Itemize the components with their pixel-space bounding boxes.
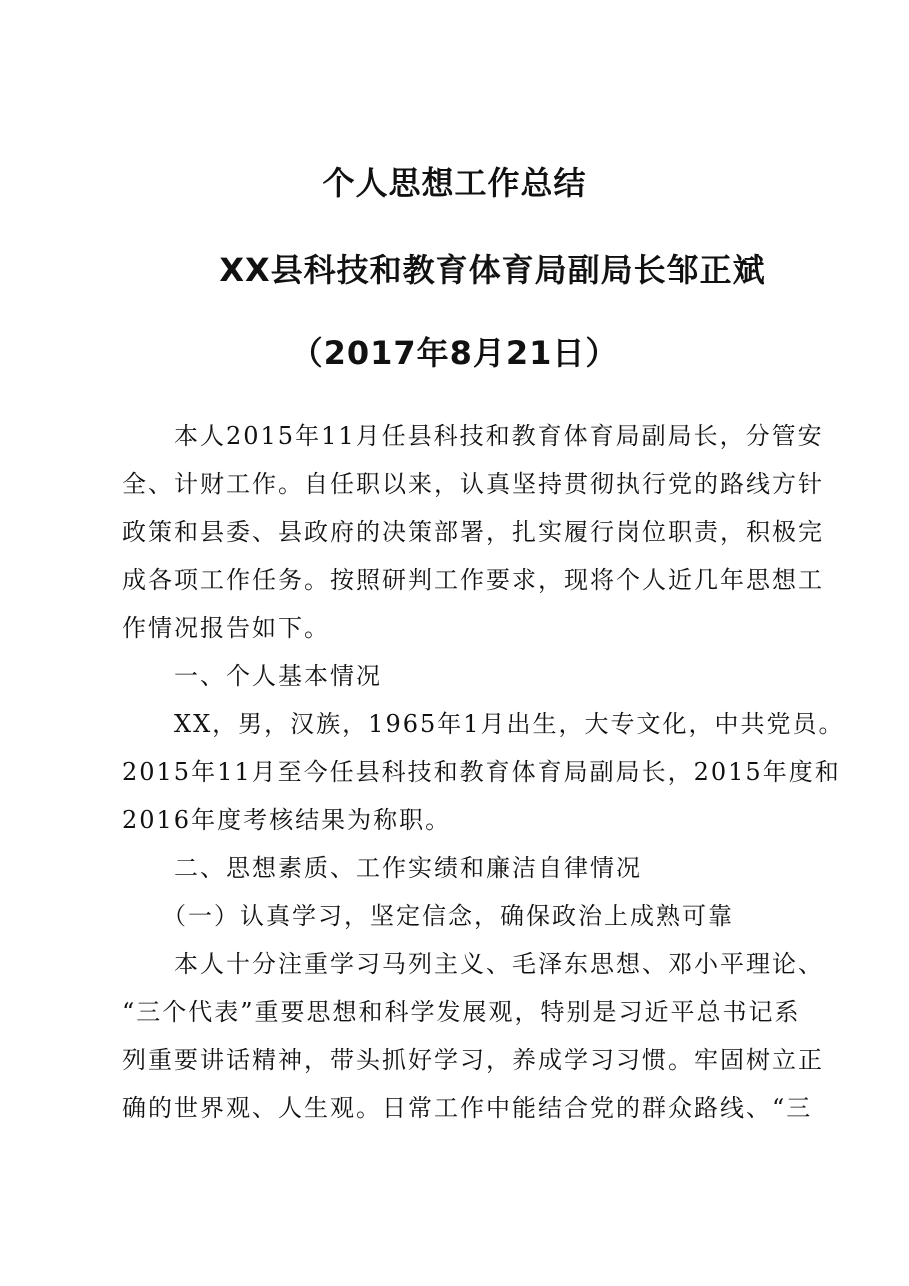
body-line: 列重要讲话精神，带头抓好学习，养成学习习惯。牢固树立正 (122, 1046, 824, 1074)
body-line: 作情况报告如下。 (122, 614, 330, 642)
body-line: “三个代表”重要思想和科学发展观，特别是习近平总书记系 (122, 998, 801, 1026)
document-title: 个人思想工作总结 (322, 164, 587, 202)
body-line: 本人2015年11月任县科技和教育体育局副局长，分管安 (122, 422, 824, 450)
section-heading: 二、思想素质、工作实绩和廉洁自律情况 (122, 854, 642, 882)
body-line: 政策和县委、县政府的决策部署，扎实履行岗位职责，积极完 (122, 518, 824, 546)
document-date: （2017年8月21日） (290, 334, 619, 372)
body-line: 2016年度考核结果为称职。 (122, 806, 452, 834)
body-line: 2015年11月至今任县科技和教育体育局副局长，2015年度和 (122, 758, 841, 786)
document-subtitle: XX县科技和教育体育局副局长邹正斌 (219, 251, 766, 289)
body-line: 成各项工作任务。按照研判工作要求，现将个人近几年思想工 (122, 566, 824, 594)
body-line: 确的世界观、人生观。日常工作中能结合党的群众路线、“三 (122, 1094, 813, 1122)
section-heading: 一、个人基本情况 (122, 662, 382, 690)
subsection-heading: （一）认真学习，坚定信念，确保政治上成熟可靠 (122, 902, 734, 930)
body-line: XX，男，汉族，1965年1月出生，大专文化，中共党员。 (122, 710, 845, 738)
body-line: 本人十分注重学习马列主义、毛泽东思想、邓小平理论、 (122, 950, 824, 978)
body-line: 全、计财工作。自任职以来，认真坚持贯彻执行党的路线方针 (122, 470, 824, 498)
